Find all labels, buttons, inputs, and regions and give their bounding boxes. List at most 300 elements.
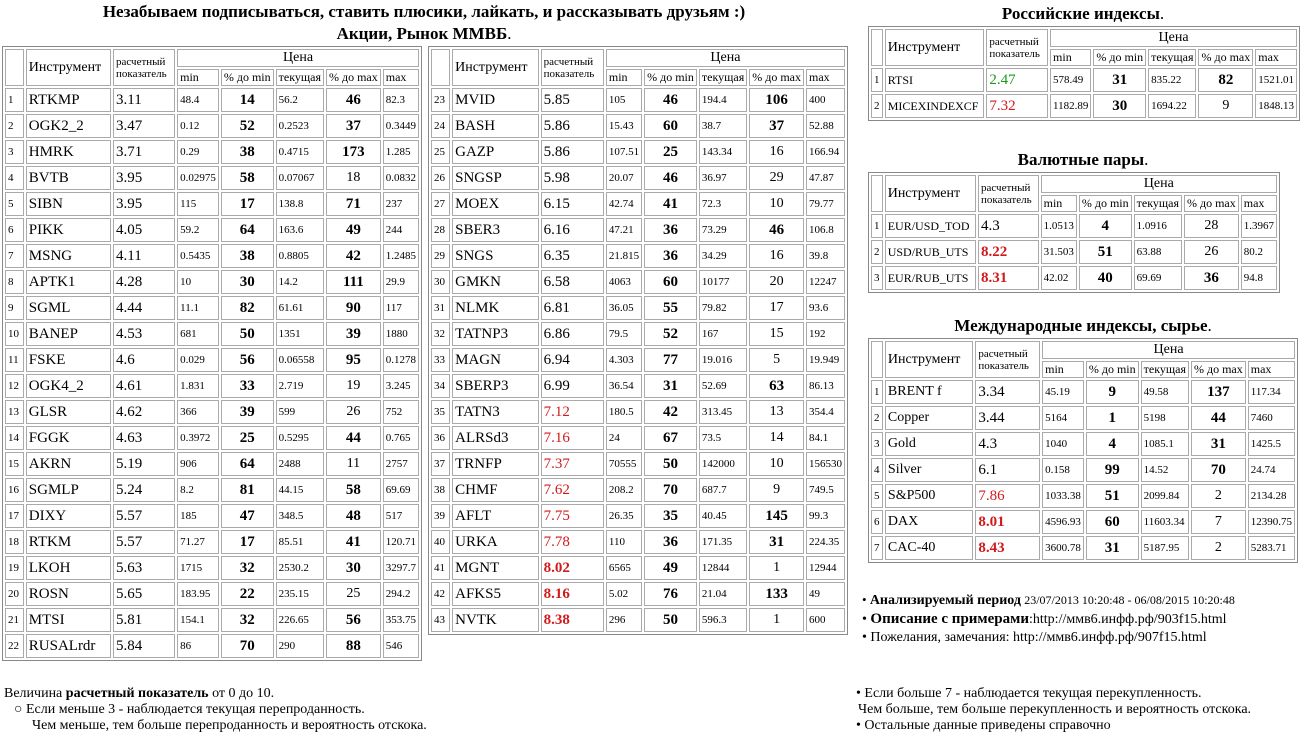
wishes-text[interactable]: Пожелания, замечания: http://ммв6.инфф.рф/907f15.html [870, 630, 1207, 645]
row-max: 99.3 [806, 504, 845, 528]
row-index: 3 [871, 432, 883, 456]
row-max: 0.765 [383, 426, 419, 450]
row-calc-value: 3.95 [113, 192, 175, 216]
desc-link[interactable]: :http://ммв6.инфф.рф/903f15.html [1029, 612, 1227, 627]
row-index: 13 [5, 400, 24, 424]
row-index: 38 [431, 478, 450, 502]
fx-title: Валютные пары. [1017, 150, 1149, 169]
row-index: 1 [871, 68, 883, 92]
row-min: 0.02975 [177, 166, 219, 190]
header-index [871, 29, 883, 66]
header-current: текущая [276, 69, 324, 86]
row-max: 156530 [806, 452, 845, 476]
row-index: 9 [5, 296, 24, 320]
row-max: 354.4 [806, 400, 845, 424]
row-pct-min: 47 [221, 504, 274, 528]
ru-indices-head [871, 29, 1297, 66]
row-calc-value: 7.32 [986, 94, 1048, 118]
row-calc-value: 5.57 [113, 530, 175, 554]
row-calc-value: 7.86 [975, 484, 1040, 508]
row-instrument: Silver [885, 458, 973, 482]
row-instrument: RTKM [26, 530, 111, 554]
row-max: 29.9 [383, 270, 419, 294]
row-calc-value: 5.24 [113, 478, 175, 502]
row-index: 2 [871, 406, 883, 430]
row-instrument: TATNP3 [452, 322, 539, 346]
row-current: 5198 [1141, 406, 1189, 430]
row-pct-min: 38 [221, 244, 274, 268]
row-pct-min: 60 [644, 114, 697, 138]
row-max: 353.75 [383, 608, 419, 632]
row-index: 16 [5, 478, 24, 502]
ru-indices-title: Российские индексы. [1001, 4, 1165, 23]
row-pct-max: 19 [326, 374, 381, 398]
header-pct-max: % до max [1191, 361, 1246, 378]
row-pct-max: 31 [1191, 432, 1246, 456]
row-calc-value: 8.43 [975, 536, 1040, 560]
row-pct-min: 46 [644, 166, 697, 190]
row-current: 2530.2 [276, 556, 324, 580]
footer-left-line3: Чем меньше, тем больше перепроданность и вероятность отскока. [32, 718, 427, 733]
table-row [871, 432, 1295, 456]
row-min: 0.158 [1042, 458, 1084, 482]
row-current: 61.61 [276, 296, 324, 320]
row-max: 192 [806, 322, 845, 346]
row-instrument: MICEXINDEXCF [885, 94, 985, 118]
table-row [5, 114, 419, 138]
table-row [5, 88, 419, 112]
row-current: 12844 [699, 556, 747, 580]
row-index: 32 [431, 322, 450, 346]
table-row [431, 114, 845, 138]
row-calc-value: 6.99 [541, 374, 604, 398]
table-row [431, 244, 845, 268]
row-min: 1182.89 [1050, 94, 1091, 118]
row-current: 143.34 [699, 140, 747, 164]
footer-left1-pre: Величина [4, 686, 66, 701]
row-instrument: SNGS [452, 244, 539, 268]
row-calc-value: 6.1 [975, 458, 1040, 482]
row-calc-value: 7.62 [541, 478, 604, 502]
row-pct-min: 32 [221, 556, 274, 580]
table-row [5, 608, 419, 632]
row-current: 73.29 [699, 218, 747, 242]
row-calc-value: 8.01 [975, 510, 1040, 534]
row-max: 0.0832 [383, 166, 419, 190]
ru-indices-title-text: Российские индексы [1001, 4, 1160, 23]
row-min: 71.27 [177, 530, 219, 554]
row-max: 1848.13 [1255, 94, 1297, 118]
row-index: 1 [871, 214, 883, 238]
row-index: 14 [5, 426, 24, 450]
row-index: 22 [5, 634, 24, 658]
row-min: 42.02 [1041, 266, 1077, 290]
row-instrument: NLMK [452, 296, 539, 320]
row-current: 226.65 [276, 608, 324, 632]
row-current: 40.45 [699, 504, 747, 528]
row-calc-value: 5.57 [113, 504, 175, 528]
row-min: 86 [177, 634, 219, 658]
row-calc-value: 5.98 [541, 166, 604, 190]
row-current: 687.7 [699, 478, 747, 502]
table-row [431, 582, 845, 606]
row-index: 1 [871, 380, 883, 404]
row-min: 1.0513 [1041, 214, 1077, 238]
row-pct-max: 41 [326, 530, 381, 554]
header-row [871, 29, 1297, 47]
table-row [431, 218, 845, 242]
row-current: 0.5295 [276, 426, 324, 450]
row-pct-max: 31 [749, 530, 804, 554]
table-row [5, 374, 419, 398]
header-min: min [1042, 361, 1084, 378]
intl-body [871, 380, 1295, 560]
row-pct-max: 26 [326, 400, 381, 424]
row-instrument: EUR/USD_TOD [885, 214, 976, 238]
row-current: 79.82 [699, 296, 747, 320]
period-label: Анализируемый период [869, 593, 1021, 608]
row-min: 1040 [1042, 432, 1084, 456]
row-calc-value: 4.63 [113, 426, 175, 450]
table-row [431, 556, 845, 580]
header-line2-dot: . [507, 24, 512, 43]
row-instrument: TRNFP [452, 452, 539, 476]
row-min: 5.02 [606, 582, 642, 606]
row-index: 4 [871, 458, 883, 482]
row-max: 12390.75 [1248, 510, 1295, 534]
row-max: 2757 [383, 452, 419, 476]
header-max: max [1248, 361, 1295, 378]
row-current: 2.719 [276, 374, 324, 398]
row-current: 194.4 [699, 88, 747, 112]
row-instrument: MGNT [452, 556, 539, 580]
row-calc-value: 5.65 [113, 582, 175, 606]
row-current: 19.016 [699, 348, 747, 372]
row-min: 1715 [177, 556, 219, 580]
row-index: 8 [5, 270, 24, 294]
row-max: 19.949 [806, 348, 845, 372]
row-current: 72.3 [699, 192, 747, 216]
row-current: 599 [276, 400, 324, 424]
row-current: 2099.84 [1141, 484, 1189, 508]
row-min: 681 [177, 322, 219, 346]
row-pct-max: 9 [1198, 94, 1253, 118]
table-row [431, 426, 845, 450]
footer-right-line1: • Если больше 7 - наблюдается текущая перекупленность. [856, 686, 1202, 701]
row-pct-min: 67 [644, 426, 697, 450]
row-pct-max: 5 [749, 348, 804, 372]
row-min: 8.2 [177, 478, 219, 502]
row-pct-min: 22 [221, 582, 274, 606]
row-instrument: Copper [885, 406, 973, 430]
row-index: 2 [871, 240, 883, 264]
row-pct-max: 111 [326, 270, 381, 294]
row-pct-min: 46 [644, 88, 697, 112]
row-instrument: NVTK [452, 608, 539, 632]
header-price: Цена [1050, 29, 1297, 47]
table-row [431, 608, 845, 632]
header-current: текущая [1134, 195, 1182, 212]
info-description: • Описание с примерами:http://ммв6.инфф.рф/903f15.html [862, 611, 1227, 627]
row-pct-min: 41 [644, 192, 697, 216]
table-row [431, 192, 845, 216]
row-current: 73.5 [699, 426, 747, 450]
row-max: 86.13 [806, 374, 845, 398]
row-calc-value: 7.37 [541, 452, 604, 476]
row-current: 10177 [699, 270, 747, 294]
row-min: 110 [606, 530, 642, 554]
row-calc-value: 4.61 [113, 374, 175, 398]
row-instrument: CHMF [452, 478, 539, 502]
fx-table [868, 172, 1280, 293]
stocks-left-body [5, 88, 419, 658]
header-pct-max: % до max [1198, 49, 1253, 66]
row-min: 31.503 [1041, 240, 1077, 264]
row-pct-min: 64 [221, 452, 274, 476]
row-instrument: APTK1 [26, 270, 111, 294]
row-current: 1.0916 [1134, 214, 1182, 238]
row-pct-min: 42 [644, 400, 697, 424]
row-pct-max: 42 [326, 244, 381, 268]
header-line1: Незабываем подписываться, ставить плюсики, лайкать, и рассказывать друзьям :) [102, 2, 746, 21]
row-instrument: AKRN [26, 452, 111, 476]
row-current: 5187.95 [1141, 536, 1189, 560]
header-calc: расчетный показатель [113, 49, 175, 86]
row-calc-value: 6.58 [541, 270, 604, 294]
row-current: 85.51 [276, 530, 324, 554]
row-pct-min: 82 [221, 296, 274, 320]
row-index: 33 [431, 348, 450, 372]
row-calc-value: 5.86 [541, 114, 604, 138]
table-row [5, 322, 419, 346]
table-row [871, 458, 1295, 482]
row-pct-min: 33 [221, 374, 274, 398]
row-calc-value: 7.16 [541, 426, 604, 450]
row-index: 23 [431, 88, 450, 112]
row-pct-max: 46 [749, 218, 804, 242]
row-pct-min: 1 [1086, 406, 1139, 430]
footer-right-line3: • Остальные данные приведены справочно [856, 718, 1111, 733]
row-pct-max: 49 [326, 218, 381, 242]
row-pct-max: 145 [749, 504, 804, 528]
header-max: max [1255, 49, 1297, 66]
table-row [431, 400, 845, 424]
row-calc-value: 5.19 [113, 452, 175, 476]
footer-left [4, 686, 524, 734]
intl-wrap [868, 338, 1298, 563]
row-instrument: SGML [26, 296, 111, 320]
row-current: 36.97 [699, 166, 747, 190]
row-current: 1351 [276, 322, 324, 346]
row-calc-value: 4.62 [113, 400, 175, 424]
row-min: 578.49 [1050, 68, 1091, 92]
header-min: min [1041, 195, 1077, 212]
footer-right1-text: Если больше 7 - наблюдается текущая перекупленность. [864, 686, 1202, 701]
row-pct-min: 36 [644, 244, 697, 268]
header-line2 [0, 24, 848, 44]
row-pct-min: 99 [1086, 458, 1139, 482]
row-max: 117.34 [1248, 380, 1295, 404]
row-calc-value: 6.35 [541, 244, 604, 268]
row-index: 2 [871, 94, 883, 118]
row-pct-max: 13 [749, 400, 804, 424]
stocks-table-left-wrap [2, 46, 422, 661]
row-max: 0.1278 [383, 348, 419, 372]
row-pct-max: 15 [749, 322, 804, 346]
row-index: 20 [5, 582, 24, 606]
row-max: 166.94 [806, 140, 845, 164]
table-row [5, 582, 419, 606]
header-calc: расчетный показатель [986, 29, 1048, 66]
row-instrument: CAC-40 [885, 536, 973, 560]
row-pct-min: 60 [1086, 510, 1139, 534]
row-calc-value: 6.94 [541, 348, 604, 372]
table-row [5, 348, 419, 372]
row-pct-max: 36 [1184, 266, 1239, 290]
row-calc-value: 4.53 [113, 322, 175, 346]
row-pct-min: 31 [1086, 536, 1139, 560]
row-calc-value: 3.71 [113, 140, 175, 164]
row-calc-value: 8.31 [978, 266, 1039, 290]
row-calc-value: 8.02 [541, 556, 604, 580]
row-pct-max: 16 [749, 244, 804, 268]
header-min: min [606, 69, 642, 86]
row-instrument: PIKK [26, 218, 111, 242]
row-instrument: ALRSd3 [452, 426, 539, 450]
row-index: 18 [5, 530, 24, 554]
row-pct-min: 77 [644, 348, 697, 372]
row-current: 11603.34 [1141, 510, 1189, 534]
row-min: 3600.78 [1042, 536, 1084, 560]
row-calc-value: 3.47 [113, 114, 175, 138]
row-min: 0.029 [177, 348, 219, 372]
row-pct-min: 56 [221, 348, 274, 372]
row-max: 24.74 [1248, 458, 1295, 482]
row-min: 4063 [606, 270, 642, 294]
row-min: 105 [606, 88, 642, 112]
row-index: 24 [431, 114, 450, 138]
row-max: 80.2 [1241, 240, 1277, 264]
row-current: 290 [276, 634, 324, 658]
row-index: 10 [5, 322, 24, 346]
row-max: 52.88 [806, 114, 845, 138]
row-pct-max: 1 [749, 608, 804, 632]
row-max: 224.35 [806, 530, 845, 554]
row-instrument: SNGSP [452, 166, 539, 190]
row-min: 185 [177, 504, 219, 528]
row-pct-min: 14 [221, 88, 274, 112]
row-index: 19 [5, 556, 24, 580]
header-price: Цена [1042, 341, 1295, 359]
row-calc-value: 5.63 [113, 556, 175, 580]
row-index: 6 [871, 510, 883, 534]
header-line2-text: Акции, Рынок ММВБ [336, 24, 508, 43]
header-row [871, 175, 1277, 193]
row-instrument: BASH [452, 114, 539, 138]
row-pct-max: 9 [749, 478, 804, 502]
row-current: 1085.1 [1141, 432, 1189, 456]
fx-body [871, 214, 1277, 290]
footer-right3-text: Остальные данные приведены справочно [864, 718, 1111, 733]
row-current: 0.8805 [276, 244, 324, 268]
row-pct-min: 4 [1086, 432, 1139, 456]
row-max: 82.3 [383, 88, 419, 112]
row-index: 37 [431, 452, 450, 476]
row-calc-value: 4.44 [113, 296, 175, 320]
row-current: 44.15 [276, 478, 324, 502]
row-pct-min: 40 [1079, 266, 1132, 290]
row-pct-max: 28 [1184, 214, 1239, 238]
row-calc-value: 5.84 [113, 634, 175, 658]
row-min: 0.29 [177, 140, 219, 164]
row-pct-max: 70 [1191, 458, 1246, 482]
row-index: 36 [431, 426, 450, 450]
row-max: 1425.5 [1248, 432, 1295, 456]
row-calc-value: 6.15 [541, 192, 604, 216]
row-max: 12247 [806, 270, 845, 294]
row-calc-value: 7.12 [541, 400, 604, 424]
header-index [431, 49, 450, 86]
row-min: 36.05 [606, 296, 642, 320]
footer-left1-bold: расчетный показатель [65, 686, 209, 701]
row-instrument: USD/RUB_UTS [885, 240, 976, 264]
row-pct-max: 44 [1191, 406, 1246, 430]
row-instrument: RTSI [885, 68, 985, 92]
row-instrument: FSKE [26, 348, 111, 372]
table-row [431, 166, 845, 190]
row-min: 1.831 [177, 374, 219, 398]
table-row [5, 426, 419, 450]
row-pct-min: 38 [221, 140, 274, 164]
table-row [5, 270, 419, 294]
header-current: текущая [1148, 49, 1196, 66]
header-calc: расчетный показатель [975, 341, 1040, 378]
row-calc-value: 4.3 [978, 214, 1039, 238]
row-max: 0.3449 [383, 114, 419, 138]
row-min: 0.3972 [177, 426, 219, 450]
row-current: 69.69 [1134, 266, 1182, 290]
row-max: 79.77 [806, 192, 845, 216]
row-pct-min: 9 [1086, 380, 1139, 404]
row-index: 27 [431, 192, 450, 216]
row-instrument: MOEX [452, 192, 539, 216]
row-max: 244 [383, 218, 419, 242]
table-row [5, 192, 419, 216]
footer-right [856, 686, 1302, 734]
row-max: 47.87 [806, 166, 845, 190]
row-min: 4596.93 [1042, 510, 1084, 534]
row-pct-min: 52 [644, 322, 697, 346]
row-current: 2488 [276, 452, 324, 476]
row-instrument: AFKS5 [452, 582, 539, 606]
row-instrument: MVID [452, 88, 539, 112]
table-row [871, 94, 1297, 118]
row-current: 14.52 [1141, 458, 1189, 482]
row-min: 21.815 [606, 244, 642, 268]
row-index: 40 [431, 530, 450, 554]
row-max: 1.2485 [383, 244, 419, 268]
row-current: 63.88 [1134, 240, 1182, 264]
row-pct-max: 82 [1198, 68, 1253, 92]
row-calc-value: 3.34 [975, 380, 1040, 404]
table-row [871, 536, 1295, 560]
row-current: 163.6 [276, 218, 324, 242]
table-row [5, 140, 419, 164]
header-max: max [1241, 195, 1277, 212]
header-min: min [1050, 49, 1091, 66]
table-row [431, 296, 845, 320]
row-current: 0.06558 [276, 348, 324, 372]
